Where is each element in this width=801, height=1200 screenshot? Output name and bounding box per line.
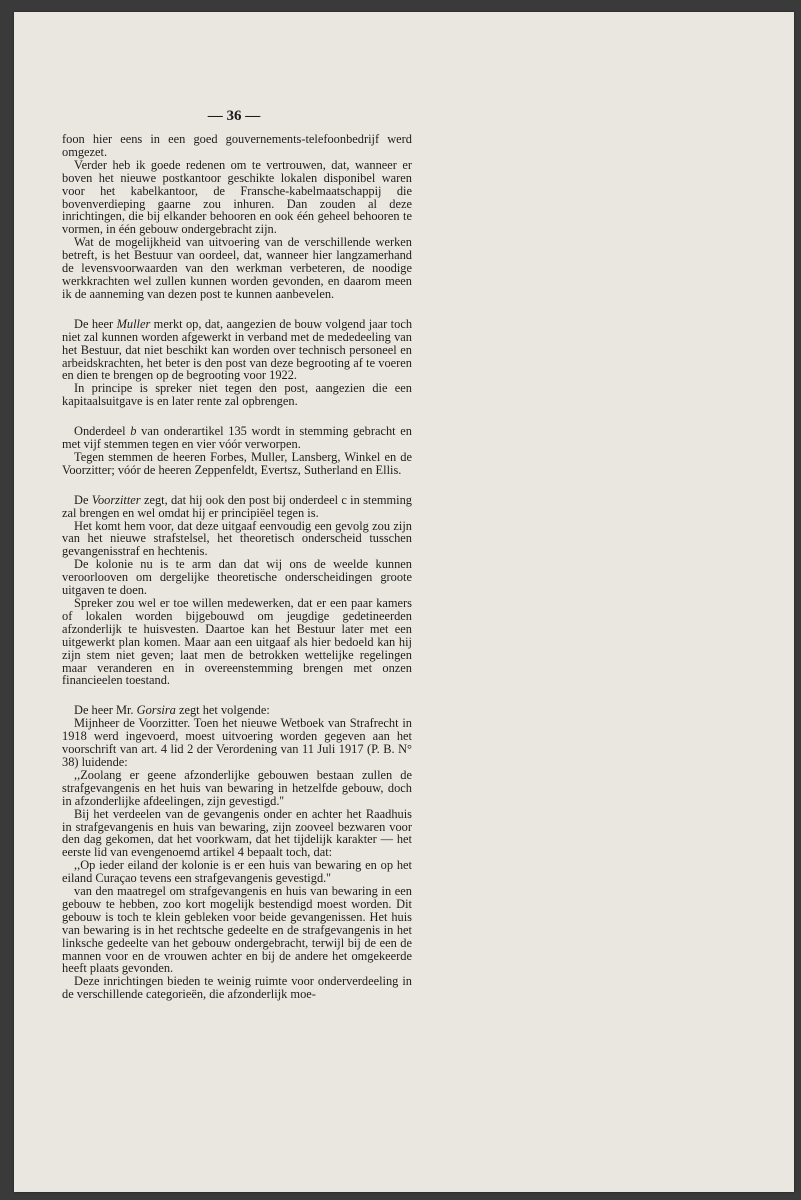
- paragraph-lead: De heer Mr.: [74, 703, 137, 718]
- paragraph-lead: De: [74, 492, 92, 507]
- document-page: [14, 12, 794, 1192]
- paragraph: [62, 451, 412, 477]
- paragraph: [62, 425, 412, 451]
- paragraph: [62, 859, 412, 885]
- paragraph: [62, 236, 412, 301]
- body-text-column: [62, 133, 412, 1001]
- paragraph-lead: De heer: [74, 316, 117, 331]
- paragraph-text: Het komt hem voor, dat deze uitgaaf eenvoudig een gevolg zou zijn van het nieuwe strafstelsel, het theoretisch onderscheid tusschen gevangenisstraf en hechtenis.: [62, 518, 412, 559]
- speaker-name: Gorsira: [136, 703, 176, 718]
- paragraph-text: Bij het verdeelen van de gevangenis onder en achter het Raadhuis in strafgevangenis en huis van bewaring, zijn zooveel bezwaren voor den dag gekomen, dat het voorkwam, dat het tijdelijk karakter — het eerste lid van evengenoemd artikel 4 bepaalt toch, dat:: [62, 806, 412, 860]
- paragraph: [62, 133, 412, 159]
- paragraph-text: Wat de mogelijkheid van uitvoering van de verschillende werken betreft, is het Bestuur van oordeel, dat, wanneer hier langzamerhand de levensvoorwaarden van den werkman verbeteren, de noodige werkkrachten wel zullen kunnen worden gevonden, en daarom meen ik de aanneming van dezen post te kunnen aanbevelen.: [62, 235, 412, 301]
- paragraph: [62, 597, 412, 687]
- paragraph-text: Spreker zou wel er toe willen medewerken, dat er een paar kamers of lokalen worden bijgebouwd om jeugdige gedetineerden afzonderlijk te huisvesten. Daartoe kan het Bestuur later met een uitgewerkt plan komen. Maar aan een uitgaaf als hier bedoeld kan hij zijn stem niet geven; laat men de betrokken wettelijke regelingen maar veranderen en in overeenstemming brengen met onzen financieelen toestand.: [62, 596, 412, 688]
- paragraph-text: In principe is spreker niet tegen den post, aangezien die een kapitaalsuitgave is en later rente zal opbrengen.: [62, 381, 412, 409]
- paragraph-lead: Onderdeel: [74, 424, 131, 439]
- paragraph-text: Mijnheer de Voorzitter. Toen het nieuwe Wetboek van Strafrecht in 1918 werd ingevoerd, moest uitvoering worden gegeven aan het voorschrift van art. 4 lid 2 der Verordening van 11 Juli 1917 (P. B. N° 38) luidende:: [62, 716, 412, 769]
- section-gap: [62, 687, 412, 704]
- section-gap: [62, 301, 412, 318]
- paragraph: [62, 769, 412, 808]
- speaker-name: Voorzitter: [91, 492, 141, 507]
- paragraph: [62, 558, 412, 597]
- paragraph: [62, 159, 412, 236]
- paragraph-text: zegt, dat hij ook den post bij onderdeel c in stemming zal brengen en wel omdat hij er principiëel tegen is.: [62, 492, 412, 520]
- paragraph-text: van den maatregel om strafgevangenis en huis van bewaring in een gebouw te hebben, zoo kort mogelijk bestendigd moest worden. Dit gebouw is toch te klein gebleken voor beide gevangenissen. Het huis van bewaring is in het rechtsche gedeelte en de strafgevangenis in het linksche gedeelte van het gebouw ondergebracht, terwijl bij de een de mannen voor en de vrouwen achter en bij de andere het omgekeerde heeft plaats gevonden.: [62, 884, 412, 976]
- paragraph-text: ,,Zoolang er geene afzonderlijke gebouwen bestaan zullen de strafgevangenis en het huis van bewaring in hetzelfde gebouw, doch in afzonderlijke afdeelingen, zijn gevestigd.'': [62, 767, 412, 808]
- paragraph-text: Tegen stemmen de heeren Forbes, Muller, Lansberg, Winkel en de Voorzitter; vóór de heeren Zeppenfeldt, Evertsz, Sutherland en Ellis.: [62, 449, 412, 477]
- section-gap: [62, 408, 412, 425]
- paragraph-text: foon hier eens in een goed gouvernements-telefoonbedrijf werd omgezet.: [62, 132, 412, 159]
- paragraph-text: Deze inrichtingen bieden te weinig ruimte voor onderverdeeling in de verschillende categorieën, die afzonderlijk moe-: [62, 974, 412, 1002]
- paragraph-text: De kolonie nu is te arm dan dat wij ons de weelde kunnen veroorlooven om dergelijke theoretische onderscheidingen groote uitgaven te doen.: [62, 557, 412, 598]
- page-number: — 36 —: [207, 108, 261, 124]
- paragraph-text: zegt het volgende:: [175, 703, 270, 718]
- paragraph: [62, 494, 412, 520]
- speaker-name: Muller: [116, 316, 151, 331]
- section-gap: [62, 477, 412, 494]
- speaker-name: b: [130, 424, 137, 439]
- paragraph: [62, 382, 412, 408]
- paragraph-text: van onderartikel 135 wordt in stemming gebracht en met vijf stemmen tegen en vier vóór verworpen.: [62, 424, 412, 452]
- paragraph: [62, 975, 412, 1001]
- paragraph: [62, 520, 412, 559]
- paragraph-text: Verder heb ik goede redenen om te vertrouwen, dat, wanneer er boven het nieuwe postkantoor geschikte lokalen disponibel waren voor het kabelkantoor, de Fransche-kabelmaatschappij die bovenverdieping gaarne zou inhuren. Dan zouden al deze inrichtingen, die bij elkander behooren en ook één geheel behooren te vormen, in één gebouw ondergebracht zijn.: [62, 157, 412, 237]
- paragraph: [62, 885, 412, 975]
- paragraph: [62, 318, 412, 383]
- paragraph: [62, 717, 412, 769]
- paragraph-text: merkt op, dat, aangezien de bouw volgend jaar toch niet zal kunnen worden afgewerkt in verband met de mededeeling van het Bestuur, dat niet beschikt kan worden over technisch personeel en arbeidskrachten, het beter is den post van deze begrooting af te voeren en dien te brengen op de begrooting voor 1922.: [62, 316, 413, 383]
- paragraph-text: ,,Op ieder eiland der kolonie is er een huis van bewaring en op het eiland Curaçao tevens een strafgevangenis gevestigd.'': [62, 858, 412, 886]
- paragraph: [62, 808, 412, 860]
